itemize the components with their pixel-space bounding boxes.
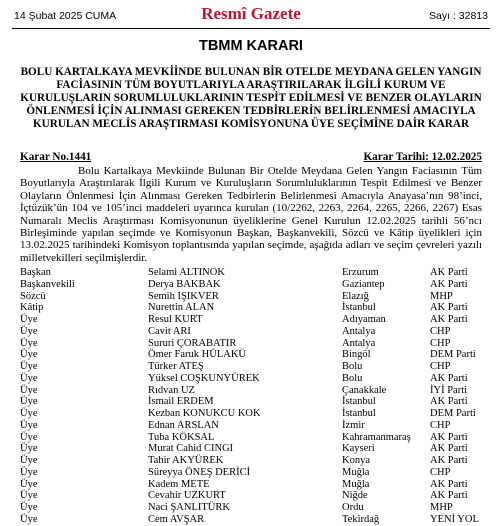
member-city: Erzurum <box>342 267 379 278</box>
member-party: AK Parti <box>430 431 468 443</box>
gazette-header <box>0 0 502 30</box>
member-role: Üye <box>20 372 38 384</box>
member-role: Kâtip <box>20 302 44 314</box>
member-name: Naci ŞANLITÜRK <box>148 502 230 513</box>
member-name: Nurettin ALAN <box>148 302 215 314</box>
member-row <box>20 514 502 526</box>
member-row <box>20 396 502 408</box>
member-name: Derya BAKBAK <box>148 278 221 290</box>
member-role: Üye <box>20 419 38 431</box>
member-row <box>20 291 502 303</box>
member-party: AK Parti <box>430 302 468 314</box>
members-table <box>20 267 502 526</box>
member-party: AK Parti <box>430 396 468 408</box>
member-row <box>20 279 502 291</box>
member-party: AK Parti <box>430 278 468 290</box>
member-role: Üye <box>20 513 38 525</box>
member-row <box>20 373 502 385</box>
member-row <box>20 302 502 314</box>
member-city: Antalya <box>342 337 376 349</box>
member-party: AK Parti <box>430 443 468 455</box>
member-name: Kezban KONUKCU KOK <box>148 408 261 419</box>
member-row <box>20 314 502 326</box>
member-party: YENİ YOL <box>430 513 479 525</box>
member-city: İstanbul <box>342 408 376 419</box>
member-name: Tuba KÖKSAL <box>148 431 215 443</box>
member-party: İYİ Parti <box>430 384 468 396</box>
member-city: Kahramanmaraş <box>342 431 411 443</box>
member-name: Cevahir UZKURT <box>148 490 226 502</box>
member-name: Türker ATEŞ <box>148 361 204 372</box>
member-city: Muğla <box>342 478 370 490</box>
member-role: Üye <box>20 431 38 443</box>
gazette-title: Resmî Gazete <box>201 4 301 23</box>
member-party: CHP <box>430 466 451 478</box>
member-name: Selami ALTINOK <box>148 267 225 278</box>
member-city: Konya <box>342 455 370 466</box>
member-role: Üye <box>20 349 38 361</box>
member-role: Sözcü <box>20 290 46 302</box>
decision-meta <box>20 151 482 165</box>
member-row <box>20 479 502 491</box>
member-city: Ordu <box>342 502 364 513</box>
member-city: Bingöl <box>342 349 371 361</box>
member-row <box>20 408 502 420</box>
member-row <box>20 420 502 432</box>
member-row <box>20 467 502 479</box>
decision-subject: BOLU KARTALKAYA MEVKİİNDE BULUNAN BİR OTELDE MEYDANA GELEN YANGIN FACİASININ TÜM BOYUTLARIYLA ARAŞTIRILARAK İLGİLİ KURUM VE KURULUŞLARIN SORUMLULUKLARININ TESPİT EDİLMESİ VE BENZER OLAYLARIN ÖNLENMESİ İÇİN ALINMASI GEREKEN TEDBİRLERİN BELİRLENMESİ AMACIYLA KURULAN MECLİS ARAŞTIRMASI KOMİSYONUNA ÜYE SEÇİMİNE DAİR KARAR <box>20 66 482 130</box>
member-city: Adıyaman <box>342 314 386 325</box>
member-role: Üye <box>20 408 38 419</box>
member-city: Muğla <box>342 466 370 478</box>
member-name: Yüksel COŞKUNYÜREK <box>148 372 260 384</box>
member-row <box>20 490 502 502</box>
member-role: Üye <box>20 443 38 455</box>
member-party: AK Parti <box>430 478 468 490</box>
member-row <box>20 338 502 350</box>
member-role: Üye <box>20 502 38 513</box>
member-city: İzmir <box>342 419 365 431</box>
member-name: Semih IŞIKVER <box>148 290 219 302</box>
member-name: Cem AVŞAR <box>148 513 205 525</box>
member-row <box>20 455 502 467</box>
member-role: Başkan <box>20 267 51 278</box>
member-name: Tahir AKYÜREK <box>148 455 224 466</box>
member-city: İstanbul <box>342 302 376 314</box>
member-city: Niğde <box>342 490 368 502</box>
member-role: Üye <box>20 314 38 325</box>
decision-date: Karar Tarihi: 12.02.2025 <box>363 151 482 163</box>
member-name: Ednan ARSLAN <box>148 419 219 431</box>
header-divider <box>12 28 490 29</box>
member-row <box>20 361 502 373</box>
member-city: Çanakkale <box>342 384 387 396</box>
member-role: Üye <box>20 396 38 408</box>
member-role: Üye <box>20 337 38 349</box>
member-name: Murat Cahid CINGI <box>148 443 234 455</box>
member-city: Tekirdağ <box>342 513 380 525</box>
member-city: İstanbul <box>342 396 376 408</box>
member-name: Sururi ÇORABATIR <box>148 337 237 349</box>
member-role: Üye <box>20 325 38 337</box>
member-role: Üye <box>20 490 38 502</box>
member-city: Bolu <box>342 372 363 384</box>
member-party: AK Parti <box>430 267 468 278</box>
member-party: MHP <box>430 502 453 513</box>
member-party: DEM Parti <box>430 349 476 361</box>
member-party: CHP <box>430 419 451 431</box>
section-title: TBMM KARARI <box>199 38 303 54</box>
member-party: CHP <box>430 337 451 349</box>
member-party: CHP <box>430 361 451 372</box>
member-row <box>20 349 502 361</box>
member-city: Gaziantep <box>342 278 385 290</box>
member-role: Üye <box>20 478 38 490</box>
member-city: Bolu <box>342 361 363 372</box>
member-party: AK Parti <box>430 490 468 502</box>
member-row <box>20 267 502 279</box>
member-name: Cavit ARI <box>148 325 191 337</box>
member-party: AK Parti <box>430 372 468 384</box>
member-role: Üye <box>20 384 38 396</box>
member-name: Rıdvan UZ <box>148 384 195 396</box>
decision-body: Bolu Kartalkaya Mevkiinde Bulunan Bir Otelde Meydana Gelen Yangın Faciasının Tüm Boyutlarıyla Araştırılarak İlgili Kurum ve Kuruluşların Sorumluluklarının Tespit Edilmesi ve Benzer Olayların Önlenmesi İçin Alınması Gereken Tedbirlerin Belirlenmesi Amacıyla Anayasa’nın 98’inci, İçtüzük’ün 104 ve 105’inci maddeleri uyarınca kurulan (10/2262, 2263, 2264, 2265, 2266, 2267) Esas Numaralı Meclis Araştırması Komisyonunun üyeliklerine Genel Kurulun 12.02.2025 tarihli 56’ncı Birleşiminde yapılan seçimde ve Komisyonun Başkan, Başkanvekili, Sözcü ve Kâtip üyelikleri için 13.02.2025 tarihindeki Komisyon toplantısında yapılan seçimde, aşağıda adları ve seçim çevreleri yazılı milletvekilleri seçilmişlerdir. <box>20 165 482 264</box>
member-city: Elazığ <box>342 290 369 302</box>
member-name: Ömer Faruk HÜLAKÜ <box>148 349 246 361</box>
member-role: Üye <box>20 455 38 466</box>
member-name: Kadem METE <box>148 478 210 490</box>
member-row <box>20 443 502 455</box>
issue-date: 14 Şubat 2025 CUMA <box>14 10 117 22</box>
member-row <box>20 385 502 397</box>
member-party: MHP <box>430 290 453 302</box>
member-row <box>20 502 502 514</box>
member-role: Üye <box>20 466 38 478</box>
member-row <box>20 432 502 444</box>
member-row <box>20 326 502 338</box>
member-role: Başkanvekili <box>20 278 75 290</box>
member-name: Resul KURT <box>148 314 203 325</box>
member-party: DEM Parti <box>430 408 476 419</box>
issue-number: Sayı : 32813 <box>429 10 488 22</box>
member-name: İsmail ERDEM <box>148 396 214 408</box>
member-city: Kayseri <box>342 443 375 455</box>
member-city: Antalya <box>342 325 376 337</box>
decision-number: Karar No.1441 <box>20 151 92 163</box>
member-role: Üye <box>20 361 38 372</box>
member-party: CHP <box>430 325 451 337</box>
member-party: AK Parti <box>430 314 468 325</box>
member-party: AK Parti <box>430 455 468 466</box>
member-name: Süreyya ÖNEŞ DERİCİ <box>148 466 251 478</box>
